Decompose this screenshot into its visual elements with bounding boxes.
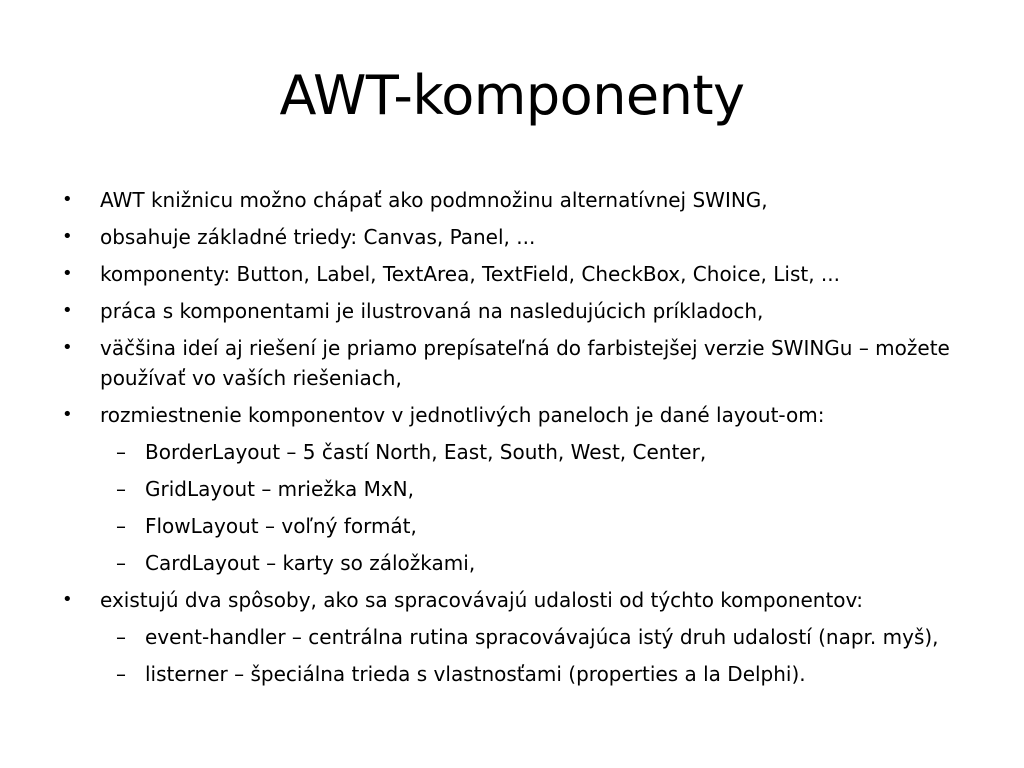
bullet-icon: • (62, 404, 73, 425)
bullet-item (60, 400, 980, 578)
sub-item-text: event-handler – centrálna rutina spracovávajúca istý druh udalostí (napr. myš), (145, 625, 939, 649)
sub-list (100, 437, 980, 578)
bullet-item (60, 222, 980, 252)
sub-item (100, 622, 980, 652)
bullet-item (60, 333, 980, 393)
bullet-icon: • (62, 226, 73, 247)
sub-item (100, 659, 980, 689)
sub-item-text: listerner – špeciálna trieda s vlastnosťami (properties a la Delphi). (145, 662, 806, 686)
bullet-icon: • (62, 337, 73, 358)
sub-list (100, 622, 980, 689)
dash-icon: – (116, 477, 126, 501)
bullet-text: komponenty: Button, Label, TextArea, TextField, CheckBox, Choice, List, ... (100, 262, 840, 286)
bullet-item (60, 185, 980, 215)
sub-item-text: BorderLayout – 5 častí North, East, South, West, Center, (145, 440, 707, 464)
bullet-item (60, 585, 980, 689)
bullet-text: väčšina ideí aj riešení je priamo prepísateľná do farbistejšej verzie SWINGu – možete používať vo vaších riešeniach, (100, 336, 950, 390)
sub-item (100, 437, 980, 467)
sub-item-text: GridLayout – mriežka MxN, (145, 477, 414, 501)
slide-title: AWT-komponenty (279, 64, 745, 127)
bullet-text: práca s komponentami je ilustrovaná na nasledujúcich príkladoch, (100, 299, 764, 323)
bullet-text: rozmiestnenie komponentov v jednotlivých paneloch je dané layout-om: (100, 403, 825, 427)
dash-icon: – (116, 662, 126, 686)
bullet-list (60, 185, 980, 689)
bullet-text: existujú dva spôsoby, ako sa spracovávajú udalosti od týchto komponentov: (100, 588, 864, 612)
bullet-item (60, 296, 980, 326)
sub-item (100, 511, 980, 541)
dash-icon: – (116, 551, 126, 575)
bullet-icon: • (62, 189, 73, 210)
dash-icon: – (116, 514, 126, 538)
bullet-icon: • (62, 263, 73, 284)
dash-icon: – (116, 440, 126, 464)
bullet-text: obsahuje základné triedy: Canvas, Panel, ... (100, 225, 536, 249)
sub-item-text: CardLayout – karty so záložkami, (145, 551, 476, 575)
bullet-icon: • (62, 589, 73, 610)
bullet-item (60, 259, 980, 289)
bullet-icon: • (62, 300, 73, 321)
sub-item-text: FlowLayout – voľný formát, (145, 514, 417, 538)
slide-content (60, 185, 980, 696)
dash-icon: – (116, 625, 126, 649)
sub-item (100, 548, 980, 578)
sub-item (100, 474, 980, 504)
bullet-text: AWT knižnicu možno chápať ako podmnožinu alternatívnej SWING, (100, 188, 768, 212)
